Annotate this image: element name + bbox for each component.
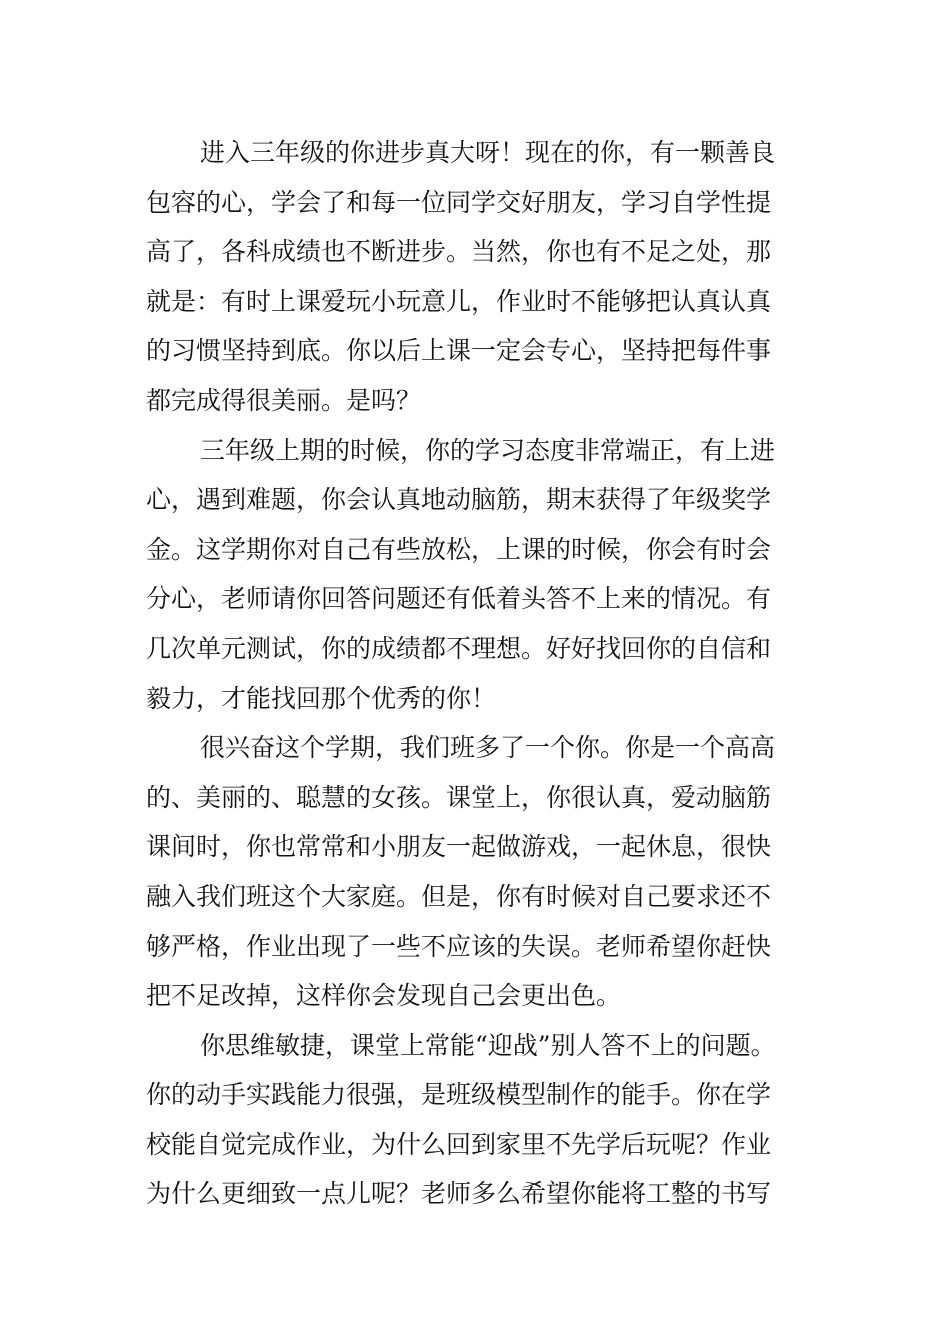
document-body — [146, 128, 810, 1219]
paragraph-2-line-5: 几次单元测试，你的成绩都不理想。好好找回你的自信和 — [146, 633, 772, 663]
paragraph-3-line-1: 很兴奋这个学期，我们班多了一个你。你是一个高高 — [200, 733, 776, 763]
paragraph-4-line-1: 你思维敏捷，课堂上常能“迎战”别人答不上的问题。 — [200, 1030, 776, 1060]
paragraph-3-line-4: 融入我们班这个大家庭。但是，你有时候对自己要求还不 — [146, 881, 772, 911]
paragraph-1-line-6: 都完成得很美丽。是吗？ — [146, 385, 422, 415]
paragraph-3-line-5: 够严格，作业出现了一些不应该的失误。老师希望你赶快 — [146, 931, 772, 961]
paragraph-2-line-6: 毅力，才能找回那个优秀的你！ — [146, 683, 497, 713]
paragraph-4-line-4: 为什么更细致一点儿呢？老师多么希望你能将工整的书写 — [146, 1179, 772, 1209]
paragraph-3-line-3: 课间时，你也常常和小朋友一起做游戏，一起休息，很快 — [146, 832, 772, 862]
paragraph-1-line-4: 就是：有时上课爱玩小玩意儿，作业时不能够把认真认真 — [146, 286, 772, 316]
paragraph-1-line-5: 的习惯坚持到底。你以后上课一定会专心，坚持把每件事 — [146, 336, 772, 366]
paragraph-2-line-1: 三年级上期的时候，你的学习态度非常端正，有上进 — [200, 435, 776, 465]
paragraph-3-line-6: 把不足改掉，这样你会发现自己会更出色。 — [146, 981, 622, 1011]
paragraph-4-line-2: 你的动手实践能力很强，是班级模型制作的能手。你在学 — [146, 1080, 772, 1110]
paragraph-1-line-3: 高了，各科成绩也不断进步。当然，你也有不足之处，那 — [146, 237, 772, 267]
paragraph-2-line-3: 金。这学期你对自己有些放松，上课的时候，你会有时会 — [146, 534, 772, 564]
paragraph-2-line-2: 心，遇到难题，你会认真地动脑筋，期末获得了年级奖学 — [146, 485, 772, 515]
paragraph-2-line-4: 分心，老师请你回答问题还有低着头答不上来的情况。有 — [146, 584, 772, 614]
paragraph-3-line-2: 的、美丽的、聪慧的女孩。课堂上，你很认真，爱动脑筋 — [146, 782, 772, 812]
paragraph-1-line-2: 包容的心，学会了和每一位同学交好朋友，学习自学性提 — [146, 187, 772, 217]
paragraph-4-line-3: 校能自觉完成作业，为什么回到家里不先学后玩呢？作业 — [146, 1129, 772, 1159]
paragraph-1-line-1: 进入三年级的你进步真大呀！现在的你，有一颗善良 — [200, 138, 776, 167]
